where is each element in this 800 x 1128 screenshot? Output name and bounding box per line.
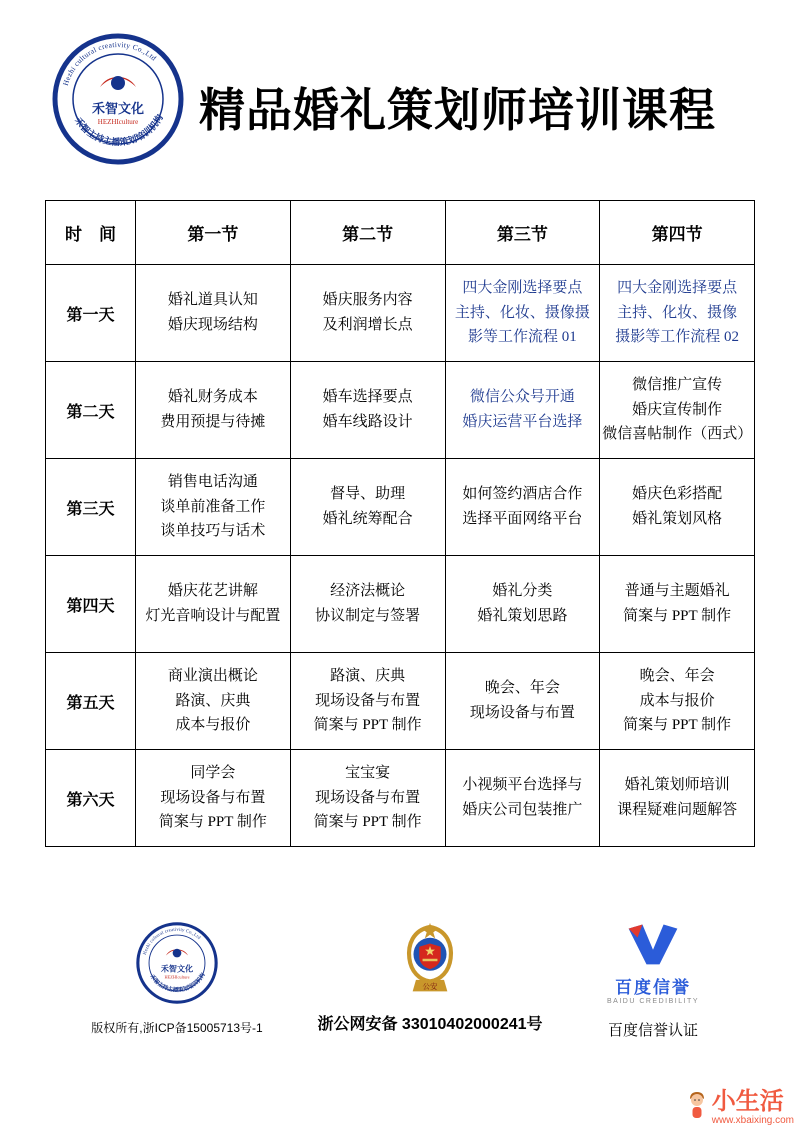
table-row: [46, 362, 755, 459]
course-cell: [445, 265, 600, 362]
course-cell: [290, 265, 445, 362]
course-line: 晚会、年会: [639, 667, 715, 684]
course-line: 婚车线路设计: [322, 414, 413, 430]
session-column-header: 第一节: [136, 201, 291, 265]
course-line: 摄影等工作流程 02: [615, 329, 739, 346]
course-line: 婚庆运营平台选择: [462, 414, 583, 430]
footer: [0, 922, 800, 1040]
company-seal-icon: [52, 33, 184, 165]
course-line: 同学会: [190, 764, 236, 781]
course-line: 婚礼策划思路: [477, 608, 568, 624]
svg-text:公安: 公安: [422, 981, 438, 991]
course-table-head: [46, 201, 755, 265]
footer-copyright-block: [62, 922, 292, 1036]
course-cell: [290, 750, 445, 847]
course-line: 现场设备与布置: [160, 789, 266, 806]
course-line: 小视频平台选择与: [462, 777, 583, 794]
table-row: [46, 556, 755, 653]
svg-text:禾智文化: 禾智文化: [160, 964, 194, 974]
course-line: 婚庆现场结构: [167, 317, 258, 333]
course-cell: [136, 653, 291, 750]
course-line: 影等工作流程 01: [467, 329, 577, 346]
course-cell: [290, 362, 445, 459]
course-line: 四大金刚选择要点: [462, 279, 583, 296]
course-cell: [136, 459, 291, 556]
course-line: 现场设备与布置: [315, 789, 421, 806]
course-cell: [136, 556, 291, 653]
seal-dot-icon: [111, 76, 125, 90]
course-cell: [136, 265, 291, 362]
course-line: 婚礼财务成本: [167, 389, 258, 406]
company-logo: [52, 33, 184, 165]
course-line: 婚庆色彩搭配: [632, 486, 723, 503]
course-table: [45, 200, 755, 847]
day-label: 第五天: [46, 653, 136, 750]
course-line: 宝宝宴: [345, 764, 391, 781]
time-column-header: 时 间: [46, 201, 136, 265]
table-row: [46, 265, 755, 362]
course-line: 灯光音响设计与配置: [145, 608, 281, 624]
svg-text:HEZHIculture: HEZHIculture: [164, 974, 190, 980]
course-line: 微信公众号开通: [469, 389, 575, 406]
course-line: 成本与报价: [639, 692, 715, 709]
course-cell: [445, 362, 600, 459]
course-line: 微信喜帖制作（西式）: [602, 426, 753, 443]
course-cell: [290, 556, 445, 653]
course-line: 简案与 PPT 制作: [158, 814, 267, 831]
course-line: 如何签约酒店合作: [462, 486, 583, 503]
course-line: 简案与 PPT 制作: [313, 814, 422, 831]
course-cell: [290, 653, 445, 750]
police-badge-icon: [401, 922, 459, 998]
table-row: [46, 750, 755, 847]
course-line: 婚礼统筹配合: [322, 511, 413, 527]
course-line: 婚庆服务内容: [322, 292, 413, 309]
watermark-site-url: www.xbaixing.com: [711, 1115, 794, 1126]
table-row: [46, 459, 755, 556]
course-cell: [136, 750, 291, 847]
course-line: 商业演出概论: [167, 667, 258, 684]
copyright-text: 版权所有,浙ICP备15005713号-1: [91, 1021, 263, 1035]
course-cell: [445, 556, 600, 653]
day-label: 第二天: [46, 362, 136, 459]
course-line: 选择平面网络平台: [462, 511, 583, 527]
course-cell: [600, 556, 755, 653]
course-line: 主持、化妆、摄像: [617, 304, 738, 321]
course-line: 路演、庆典: [330, 667, 406, 684]
course-line: 课程疑难问题解答: [617, 802, 738, 818]
day-label: 第四天: [46, 556, 136, 653]
course-line: 普通与主题婚礼: [624, 583, 730, 600]
svg-text:禾智文化: 禾智文化: [91, 101, 145, 116]
baidu-certification-text: 百度信誉认证: [607, 1023, 698, 1039]
svg-text:禾智主持主播策划培训机构: 禾智主持主播策划培训机构: [73, 112, 166, 148]
baidu-credibility-icon: [627, 922, 679, 966]
svg-text:禾智主持主播策划培训机构: 禾智主持主播策划培训机构: [148, 972, 207, 994]
course-line: 销售电话沟通: [167, 473, 258, 490]
course-cell: [600, 362, 755, 459]
course-line: 成本与报价: [175, 717, 251, 734]
course-line: 经济法概论: [330, 583, 406, 600]
watermark-site-name: 小生活: [711, 1088, 784, 1115]
svg-text:HEZHIculture: HEZHIculture: [97, 118, 139, 126]
table-row: [46, 653, 755, 750]
course-cell: [600, 750, 755, 847]
day-label: 第一天: [46, 265, 136, 362]
course-line: 督导、助理: [330, 486, 406, 503]
course-line: 路演、庆典: [175, 692, 251, 709]
session-column-header: 第四节: [600, 201, 755, 265]
course-line: 婚庆宣传制作: [632, 401, 723, 418]
course-line: 婚礼分类: [492, 583, 553, 600]
course-line: 谈单技巧与话术: [160, 523, 266, 540]
session-column-header: 第三节: [445, 201, 600, 265]
course-cell: [600, 459, 755, 556]
course-line: 现场设备与布置: [315, 692, 421, 709]
course-line: 简案与 PPT 制作: [313, 717, 422, 734]
course-cell: [600, 653, 755, 750]
baidu-credibility-title: 百度信誉: [615, 978, 691, 997]
day-label: 第六天: [46, 750, 136, 847]
course-line: 四大金刚选择要点: [617, 279, 738, 296]
course-cell: [445, 459, 600, 556]
course-cell: [136, 362, 291, 459]
course-cell: [290, 459, 445, 556]
course-table-body: [46, 265, 755, 847]
course-line: 婚庆花艺讲解: [167, 583, 258, 600]
site-watermark: [685, 1090, 794, 1126]
course-line: 晚会、年会: [484, 680, 560, 697]
course-line: 现场设备与布置: [469, 705, 575, 721]
svg-text:Hezhi cultural creativity Co.,: Hezhi cultural creativity Co.,Ltd: [142, 927, 202, 956]
footer-baidu-block: [568, 922, 738, 1040]
course-line: 简案与 PPT 制作: [623, 717, 732, 734]
day-label: 第三天: [46, 459, 136, 556]
watermark-mascot-icon: [685, 1090, 709, 1122]
course-line: 婚礼策划师培训: [624, 777, 730, 794]
svg-text:Hezhi cultural creativity Co.,: Hezhi cultural creativity Co.,Ltd: [60, 39, 159, 87]
footer-company-seal-icon: [136, 922, 218, 1004]
course-cell: [600, 265, 755, 362]
footer-police-block: [310, 922, 550, 1034]
watermark-text: [712, 1090, 794, 1126]
course-line: 简案与 PPT 制作: [623, 608, 732, 624]
police-registration-number: 浙公网安备 33010402000241号: [317, 1016, 543, 1033]
course-line: 婚礼道具认知: [167, 292, 258, 309]
course-line: 微信推广宣传: [632, 376, 723, 393]
course-line: 及利润增长点: [322, 317, 413, 333]
course-cell: [445, 750, 600, 847]
course-line: 费用预提与待摊: [160, 414, 266, 430]
course-line: 婚庆公司包装推广: [462, 802, 583, 818]
course-line: 协议制定与签署: [315, 608, 421, 624]
course-line: 谈单前准备工作: [160, 498, 266, 515]
course-line: 婚车选择要点: [322, 389, 413, 406]
baidu-credibility-subtitle: BAIDU CREDIBILITY: [606, 998, 699, 1005]
course-line: 婚礼策划风格: [632, 511, 723, 527]
table-header-row: [46, 201, 755, 265]
course-line: 主持、化妆、摄像摄: [454, 304, 590, 321]
session-column-header: 第二节: [290, 201, 445, 265]
course-cell: [445, 653, 600, 750]
page-title: 精品婚礼策划师培训课程: [199, 85, 716, 136]
